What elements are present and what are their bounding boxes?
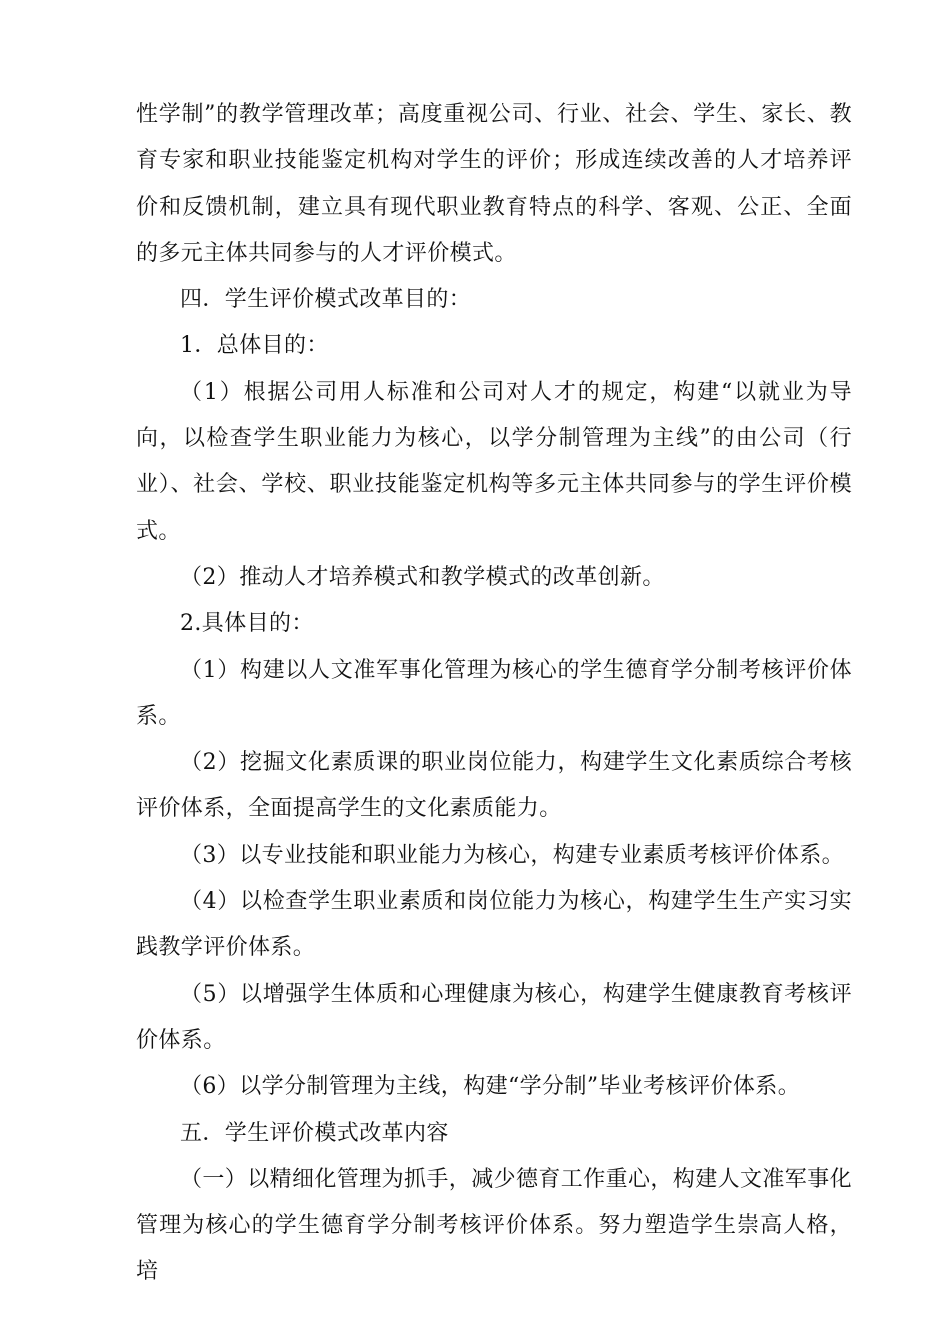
specific-goal-1: （1）构建以人文准军事化管理为核心的学生德育学分制考核评价体系。 [136, 657, 852, 729]
specific-goal-3: （3）以专业技能和职业能力为核心，构建专业素质考核评价体系。 [180, 842, 844, 868]
document-body [136, 92, 852, 1296]
subheading-specific-goals: 2.具体目的： [180, 611, 314, 637]
content-item-1: （一）以精细化管理为抓手，减少德育工作重心，构建人文准军事化管理为核心的学生德育学分制考核评价体系。努力塑造学生崇高人格，培 [136, 1166, 853, 1285]
specific-goal-2: （2）挖掘文化素质课的职业岗位能力，构建学生文化素质综合考核评价体系，全面提高学生的文化素质能力。 [136, 750, 852, 822]
paragraph-1: 性学制”的教学管理改革；高度重视公司、行业、社会、学生、家长、教育专家和职业技能鉴定机构对学生的评价；形成连续改善的人才培养评价和反馈机制，建立具有现代职业教育特点的科学、客观、公正、全面的多元主体共同参与的人才评价模式。 [136, 102, 852, 266]
heading-section-4: 四．学生评价模式改革目的： [180, 287, 472, 313]
overall-goal-2: （2）推动人才培养模式和教学模式的改革创新。 [180, 564, 665, 590]
specific-goal-4: （4）以检查学生职业素质和岗位能力为核心，构建学生生产实习实践教学评价体系。 [136, 889, 852, 961]
subheading-overall-goals: 1．总体目的： [180, 333, 329, 359]
overall-goal-1: （1）根据公司用人标准和公司对人才的规定，构建“以就业为导向，以检查学生职业能力为核心，以学分制管理为主线”的由公司（行业）、社会、学校、职业技能鉴定机构等多元主体共同参与的学生评价模式。 [136, 379, 852, 544]
specific-goal-5: （5）以增强学生体质和心理健康为核心，构建学生健康教育考核评价体系。 [136, 981, 852, 1053]
heading-section-5: 五．学生评价模式改革内容 [180, 1120, 449, 1146]
specific-goal-6: （6）以学分制管理为主线，构建“学分制”毕业考核评价体系。 [180, 1074, 801, 1100]
